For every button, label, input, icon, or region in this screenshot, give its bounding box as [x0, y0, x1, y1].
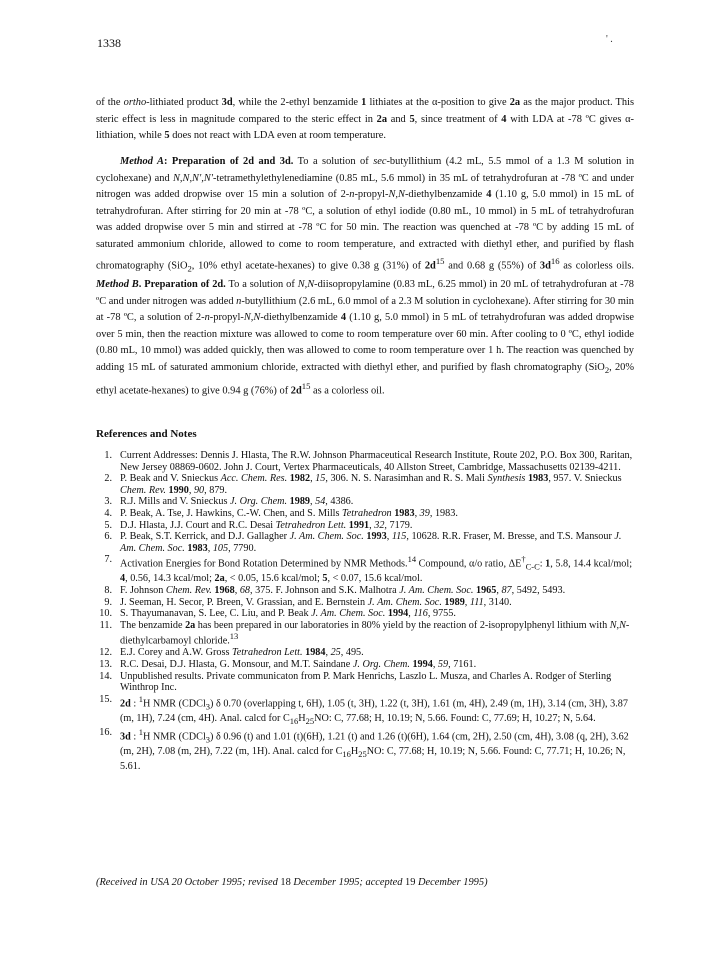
journal-name: Chem. Rev.	[120, 484, 166, 496]
reference-number: 10.	[99, 608, 112, 620]
corner-mark: ' .	[606, 34, 613, 45]
text-run: ) δ 0.70 (overlapping t, 6H), 1.05 (t, 3H), 1.22 (t, 3H), 1.61 (m, 4H), 2.49 (m, 1H), 3.14 (cm, 3H), 3.87 (m, 1H), 7.24 (cm, 4H). Anal. calcd for C	[120, 698, 628, 724]
journal-name: Tetrahedron Lett.	[275, 519, 347, 531]
text-run: :	[130, 698, 139, 710]
compound-label: 5	[164, 130, 170, 141]
text-run: of the	[96, 97, 124, 108]
text-run: -butyllithium (4.2 mL, 5.5 mmol of a 1.3 M solution in cyclohexane) and	[96, 156, 635, 184]
body-paragraph-2	[96, 154, 634, 400]
text-run: To a solution of	[225, 279, 298, 291]
method-heading: : Preparation of 2d and 3d.	[163, 156, 294, 167]
reference-number: 9.	[104, 596, 112, 608]
compound-label: 4	[340, 312, 347, 324]
text-run: , < 0.05, 15.6 kcal/mol;	[224, 573, 323, 585]
text-run: n	[349, 189, 355, 200]
citation-superscript: 16	[550, 256, 560, 266]
text-run: R.J. Mills and V. Snieckus	[120, 496, 231, 508]
text-run: P. Beak and V. Snieckus	[120, 473, 221, 485]
text-run: , 7790.	[228, 542, 257, 554]
compound-label: 4	[501, 113, 507, 125]
text-run: J. Seeman, H. Secor, P. Breen, V. Grassian, and E. Bernstein	[120, 596, 368, 608]
compound-label: 1	[545, 558, 551, 570]
reference-item	[96, 671, 634, 694]
reference-item	[96, 608, 634, 620]
year: 1983	[391, 507, 415, 519]
volume: 68	[239, 584, 251, 596]
volume: 116	[413, 608, 428, 620]
year: 1994	[385, 608, 409, 620]
text-run: Unpublished results. Private communicaton from P. Mark Henrichs, Laszlo L. Musza, and Charles A. Rodger of Sterling Winthrop Inc.	[120, 670, 612, 694]
volume: 111	[469, 596, 484, 608]
subscript: 25	[305, 715, 315, 726]
volume: 115	[391, 531, 407, 543]
reference-item	[96, 531, 634, 554]
text-run: H NMR (CDCl	[142, 731, 206, 743]
references-list	[96, 450, 634, 773]
text-run: P. Beak, A. Tse, J. Hawkins, C.-W. Chen, and S. Mills	[120, 507, 343, 519]
text-run: ,	[310, 496, 316, 508]
text-run: does not react with LDA even at room temperature.	[169, 130, 387, 141]
dagger-superscript: †	[521, 554, 526, 565]
text-run: ,	[464, 596, 470, 608]
year: 1989	[441, 596, 465, 608]
reference-number: 14.	[99, 670, 112, 682]
references-heading: References and Notes	[96, 428, 197, 440]
year: 1983	[525, 473, 549, 485]
reference-number: 7.	[104, 554, 112, 566]
citation-superscript: 14	[407, 554, 417, 565]
reference-item	[96, 450, 634, 473]
subscript: 2	[187, 263, 192, 274]
text-run: H NMR (CDCl	[142, 698, 206, 710]
text-run: , 3140.	[483, 596, 512, 608]
volume: 32	[374, 519, 385, 531]
text-run: and	[387, 113, 410, 125]
method-label: Method B	[96, 279, 139, 291]
reference-item	[96, 496, 634, 508]
text-run: -propyl-	[209, 312, 244, 324]
text-run: , 5.8, 14.4 kcal/mol;	[550, 558, 633, 570]
reference-number: 4.	[104, 507, 112, 519]
volume: 87	[501, 584, 512, 596]
text-run: as the major product. This steric effect is less in magnitude compared to the steric effect in	[96, 97, 634, 125]
reference-number: 15.	[99, 693, 112, 705]
text-run: To a solution of	[293, 156, 374, 167]
text-run: 18	[280, 877, 291, 888]
reference-item	[96, 554, 634, 585]
superscript: 1	[138, 693, 143, 704]
text-run: R.C. Desai, D.J. Hlasta, G. Monsour, and M.T. Saindane	[120, 658, 353, 670]
reference-number: 6.	[104, 531, 112, 543]
text-run: December 1995; accepted	[290, 877, 406, 888]
text-run: , 879.	[204, 484, 228, 496]
reference-item	[96, 473, 634, 496]
text-run: N,N	[609, 619, 626, 631]
text-run: ,	[432, 658, 438, 670]
reference-item	[96, 694, 634, 728]
text-run: N,N	[243, 312, 261, 324]
journal-name: J. Am. Chem. Soc.	[289, 531, 364, 543]
page-number: 1338	[97, 36, 121, 50]
text-run: , 375. F. Johnson and S.K. Malhotra	[250, 584, 400, 596]
volume: 15	[315, 473, 326, 485]
text-run: , 0.56, 14.3 kcal/mol;	[125, 573, 215, 585]
method-heading: . Preparation of 2d.	[138, 279, 226, 291]
subscript: 25	[358, 749, 367, 760]
subscript: 2	[604, 364, 610, 375]
compound-label: 2a	[509, 97, 521, 108]
text-run: and 0.68 g (55%) of	[444, 260, 540, 272]
text-run: December 1995)	[415, 877, 488, 888]
text-run: -diethylcarbamoyl chloride.	[120, 619, 630, 647]
compound-label: 3d	[120, 731, 131, 743]
subscript: 16	[342, 749, 351, 760]
reference-number: 1.	[104, 450, 112, 461]
reference-item	[96, 727, 634, 772]
method-label: Method A	[120, 156, 164, 167]
text-run: -diethylbenzamide	[404, 189, 487, 200]
text-run: N,N	[388, 189, 405, 200]
text-run: ,	[188, 484, 194, 496]
reference-number: 12.	[99, 647, 112, 659]
year: 1968	[211, 584, 235, 596]
text-run: ,	[207, 542, 213, 554]
text-run: -diethylbenzamide	[260, 312, 341, 324]
text-run: , 306. N. S. Narasimhan and R. S. Mali	[325, 473, 488, 485]
compound-label: 5	[409, 113, 415, 125]
text-run: -butyllithium (2.6 mL, 6.0 mmol of a 2.3 M solution in cyclohexane). After stirring for 30 min at -78 ºC, a solution of 2-	[96, 295, 634, 324]
journal-name: Tetrahedron	[342, 507, 392, 519]
text-run: lithiates at the α-position to give	[366, 97, 510, 108]
journal-name: J. Am. Chem. Soc.	[120, 531, 622, 554]
citation-superscript: 15	[435, 256, 445, 266]
text-run: , 9755.	[427, 608, 456, 620]
year: 1983	[184, 542, 208, 554]
text-run: Current Addresses: Dennis J. Hlasta, The R.W. Johnson Pharmaceutical Research Institute, Route 202, P.O. Box 300, Raritan, New Jersey 08869-0602. John J. Court, Vertex Pharmaceuticals, 40 Allston Street, Cambridge, Massachusetts 02139-4211.	[120, 450, 633, 473]
journal-name: Acc. Chem. Res.	[220, 473, 288, 485]
text-run: as colorless oils.	[559, 260, 634, 272]
year: 1965	[473, 584, 497, 596]
reference-number: 8.	[104, 584, 112, 596]
subscript: 3	[205, 701, 211, 712]
text-run: , 5492, 5493.	[511, 584, 566, 596]
text-run: , 957. V. Snieckus	[548, 473, 622, 485]
citation-superscript: 15	[301, 381, 311, 392]
journal-name: Chem. Rev.	[165, 584, 212, 596]
text-run: NO: C, 77.68; H, 10.19; N, 5.66. Found: C, 77.71; H, 10.26; N, 5.61.	[120, 746, 626, 772]
text-run: -diisopropylamine (0.83 mL, 6.25 mmol) in 20 mL of tetrahydrofuran at -78 ºC and under nitrogen was added	[96, 279, 634, 307]
text-run: N,N,N′,N′	[172, 172, 214, 184]
compound-label: 1	[361, 97, 367, 108]
text-run: S. Thayumanavan, S. Lee, C. Liu, and P. Beak	[120, 608, 312, 620]
text-run: D.J. Hlasta, J.J. Court and R.C. Desai	[120, 519, 276, 531]
reference-number: 2.	[104, 473, 112, 485]
reference-item	[96, 520, 634, 532]
body-paragraph-1	[96, 95, 634, 145]
text-run: NO: C, 77.68; H, 10.19; N, 5.66. Found: C, 77.69; H, 10.27; N, 5.64.	[314, 712, 596, 724]
journal-name: J. Org. Chem.	[230, 496, 288, 508]
text-run: ortho	[123, 97, 147, 108]
compound-label: 2d	[424, 260, 436, 272]
volume: 54	[315, 496, 326, 508]
text-run: , 7179.	[384, 519, 413, 531]
year: 1989	[287, 496, 310, 508]
year: 1994	[409, 658, 433, 670]
compound-label: 2d	[120, 698, 131, 710]
year: 1993	[363, 531, 387, 543]
reference-number: 13.	[99, 658, 112, 670]
reference-item	[96, 659, 634, 671]
reference-number: 11.	[99, 619, 112, 631]
text-run: F. Johnson	[120, 584, 166, 596]
text-run: ,	[310, 473, 316, 485]
text-run: sec	[373, 156, 387, 167]
text-run: ,	[496, 584, 502, 596]
reference-number: 16.	[99, 727, 112, 739]
text-run: Activation Energies for Bond Rotation Determined by NMR Methods.	[120, 558, 408, 570]
text-run: ,	[325, 647, 331, 659]
compound-label: 2d	[290, 385, 302, 397]
subscript: 3	[205, 734, 211, 745]
text-run: n	[204, 312, 210, 324]
text-run: Compound, α/o ratio, ΔE	[416, 558, 522, 570]
text-run: (Received in USA 20 October 1995; revised	[96, 877, 281, 888]
text-run: -lithiated product	[146, 97, 222, 108]
received-dates	[96, 877, 488, 888]
journal-name: J. Org. Chem.	[352, 658, 410, 670]
reference-item	[96, 647, 634, 659]
reference-item	[96, 620, 634, 648]
text-run: ,	[369, 519, 375, 531]
year: 1991	[346, 519, 370, 531]
text-run: has been prepared in our laboratories in 80% yield by the reaction of 2-isopropylphenyl lithium with	[195, 619, 610, 631]
compound-label: 5	[322, 573, 328, 585]
year: 1984	[302, 647, 326, 659]
volume: 39	[419, 507, 430, 519]
text-run: (1.10 g, 5.0 mmol) in 15 mL of tetrahydrofuran. After stirring for 20 min at -78 ºC, a solution of ethyl iodide (0.80 mL, 10 mmol) in 5 mL of tetrahydrofuran was added dropwise over 5 min and stirred at -78 ºC for 50 min. The reaction was quenched at -78 ºC by adding 15 mL of saturated ammonium chloride, allowed to come to room temperature, and extracted with diethyl ether, and purified by flash chromatography (SiO	[96, 189, 634, 272]
text-run: , 1983.	[429, 507, 458, 519]
text-run: H	[298, 712, 306, 724]
text-run: E.J. Corey and A.W. Gross	[120, 647, 232, 659]
subscript: 16	[289, 715, 299, 726]
volume: 59	[437, 658, 449, 670]
text-run: (1.10 g, 5.0 mmol) in 5 mL of tetrahydrofuran was added dropwise over 5 min, then the reaction mixture was allowed to come to room temperature over 60 min. After cooling to 0 ºC, ethyl iodide (0.80 mL, 10 mmol) was added quickly, then was allowed to come to room temperature over 1 h. The reaction was quenched by adding 15 mL of saturated ammonium chloride, extracted with diethyl ether, and purified by flash chromatography (SiO	[96, 312, 635, 373]
volume: 25	[330, 647, 341, 659]
text-run: , 10% ethyl acetate-hexanes) to give 0.38 g (31%) of	[191, 260, 425, 272]
text-run: ,	[386, 531, 392, 543]
volume: 105	[212, 542, 229, 554]
text-run: -tetramethylethylenediamine (0.85 mL, 5.6 mmol) in 35 mL of tetrahydrofuran at -78 ºC and under nitrogen was added dropwise over 15 min a solution of 2-	[96, 172, 634, 200]
text-run: , 495.	[340, 647, 364, 659]
reference-item	[96, 508, 634, 520]
text-run: with LDA at -78 ºC gives α-lithiation, while	[96, 113, 635, 141]
reference-number: 3.	[104, 496, 112, 508]
text-run: :	[539, 558, 546, 570]
reference-item	[96, 585, 634, 597]
compound-label: 3d	[221, 97, 233, 108]
text-run: -propyl-	[354, 189, 389, 200]
journal-name: J. Am. Chem. Soc.	[399, 584, 474, 596]
journal-name: Synthesis	[487, 473, 526, 485]
text-run: as a colorless oil.	[310, 385, 385, 397]
compound-label: 3d	[539, 260, 551, 272]
text-run: , while the 2-ethyl benzamide	[232, 97, 362, 108]
year: 1982	[287, 473, 311, 485]
text-run: The benzamide	[120, 619, 186, 631]
text-run: , 10628. R.R. Fraser, M. Bresse, and T.S. Mansour	[406, 531, 615, 543]
superscript: 1	[138, 727, 143, 738]
reference-number: 5.	[104, 519, 112, 531]
journal-name: J. Am. Chem. Soc.	[367, 596, 442, 608]
text-run: n	[236, 295, 242, 307]
compound-label: 4	[486, 189, 492, 200]
text-run: P. Beak, S.T. Kerrick, and D.J. Gallagher	[120, 531, 290, 543]
journal-name: Tetrahedron Lett.	[231, 647, 303, 659]
text-run: ,	[408, 608, 414, 620]
compound-label: 2a	[185, 619, 196, 631]
compound-label: 4	[120, 573, 126, 585]
text-run: , since treatment of	[414, 113, 502, 125]
text-run: , 7161.	[448, 658, 477, 670]
text-run: ,	[234, 584, 240, 596]
text-run: , < 0.07, 15.6 kcal/mol.	[327, 573, 423, 585]
volume: 90	[193, 484, 205, 496]
reference-item	[96, 597, 634, 609]
text-run: N,N	[297, 279, 315, 291]
text-run: :	[130, 731, 139, 743]
text-run: ) δ 0.96 (t) and 1.01 (t)(6H), 1.21 (t) and 1.26 (t)(6H), 1.64 (cm, 2H), 2.50 (cm, 4H), 3.08 (q, 2H), 3.62 (m, 2H), 7.08 (m, 2H), 7.22 (m, 1H). Anal. calcd for C	[120, 731, 629, 758]
text-run: ,	[414, 507, 420, 519]
text-run: , 4386.	[325, 496, 354, 508]
citation-superscript: 13	[229, 631, 239, 642]
text-run: 19	[405, 877, 416, 888]
journal-name: J. Am. Chem. Soc.	[311, 608, 386, 620]
year: 1990	[165, 484, 189, 496]
text-run: H	[350, 746, 359, 758]
compound-label: 2a	[214, 573, 225, 585]
compound-label: 2a	[376, 113, 388, 125]
subscript: C-C	[525, 561, 540, 572]
text-run: , 20% ethyl acetate-hexanes) to give 0.94 g (76%) of	[96, 361, 634, 397]
